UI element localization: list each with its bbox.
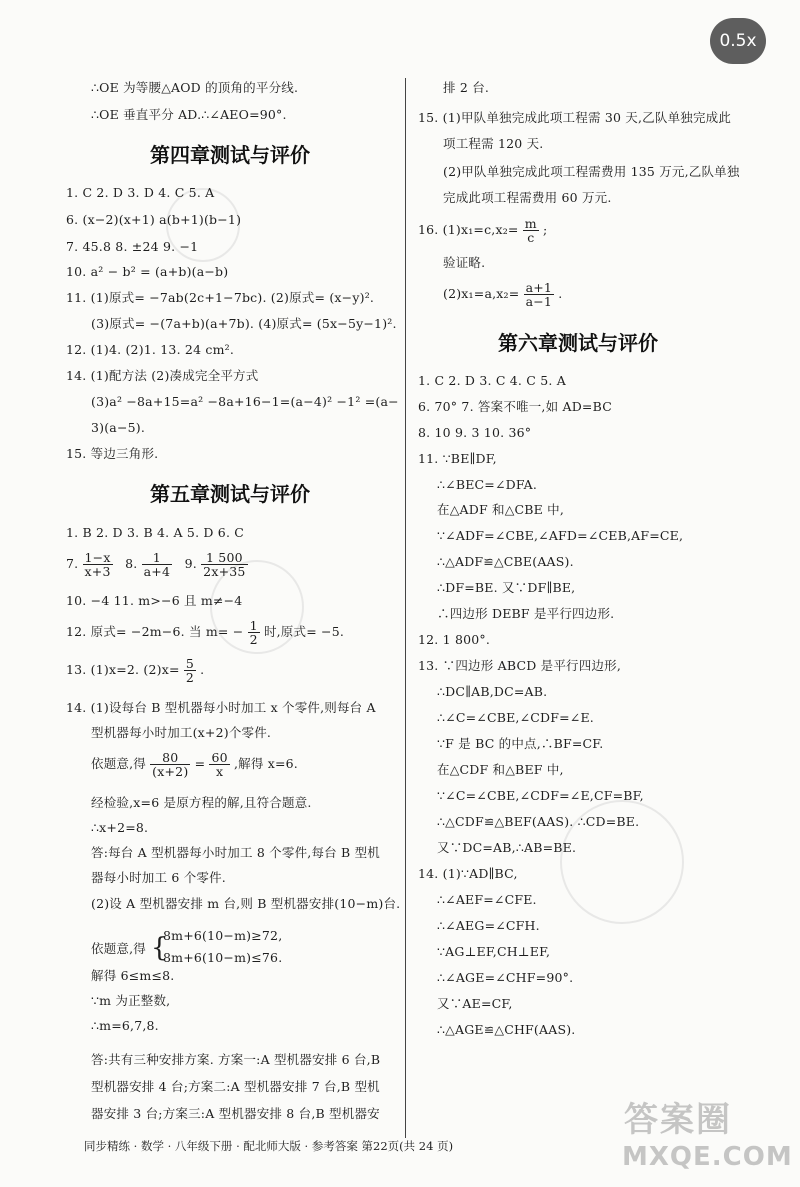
fraction: $\frac{60}{x}$ (211, 750, 228, 779)
answer-line: 10. a² − b² = (a+b)(a−b) (66, 264, 229, 279)
answer-line: 器安排 3 台;方案三:A 型机器安排 8 台,B 型机器安 (91, 1106, 380, 1121)
answer-line-fraction: 12. 原式= −2m−6. 当 m= − $\frac{1}{2}$ 时,原式= −5. (66, 618, 345, 647)
fraction: $\frac{1}{a+4}$ (143, 550, 171, 579)
answer-line: 6. (x−2)(x+1) a(b+1)(b−1) (66, 212, 242, 227)
fraction: $\frac{80}{(x+2)}$ (152, 750, 189, 779)
answer-line: ∴m=6,7,8. (91, 1018, 159, 1033)
chapter4-title: 第四章测试与评价 (150, 143, 310, 167)
answer-line: 答:共有三种安排方案. 方案一:A 型机器安排 6 台,B (91, 1052, 381, 1067)
answer-line: ∴x+2=8. (91, 820, 149, 835)
answer-line-fraction: 13. (1)x=2. (2)x= $\frac{5}{2}$ . (66, 656, 205, 685)
answer-line: ∴∠C=∠CBE,∠CDF=∠E. (437, 710, 594, 725)
answer-line: 14. (1)配方法 (2)凑成完全平方式 (66, 368, 259, 383)
answer-line: ∵m 为正整数, (91, 993, 171, 1008)
equation-line: 依题意,得 $\frac{80}{(x+2)}$ = $\frac{60}{x}$ ,解得 x=6. (91, 750, 298, 779)
answer-line: ∵∠ADF=∠CBE,∠AFD=∠CEB,AF=CE, (437, 528, 684, 543)
answer-line: 14. (1)设每台 B 型机器每小时加工 x 个零件,则每台 A (66, 700, 376, 715)
answer-line: 14. (1)∵AD∥BC, (418, 866, 518, 881)
answer-line: 1. C 2. D 3. D 4. C 5. A (66, 185, 215, 200)
answer-line: ∴DF=BE. 又∵DF∥BE, (437, 580, 576, 595)
answer-line: 器每小时加工 6 个零件. (91, 870, 226, 885)
answer-line: ∴四边形 DEBF 是平行四边形. (437, 606, 615, 621)
answer-line: ∴△ADF≌△CBE(AAS). (437, 554, 574, 569)
answer-line: (2)设 A 型机器安排 m 台,则 B 型机器安排(10−m)台. (91, 896, 401, 911)
answer-line-fractions: 7. $\frac{1-x}{x+3}$ 8. $\frac{1}{a+4}$ 9. $\frac{1 500}{2x+35}$ (66, 550, 246, 579)
fraction: $\frac{1 500}{2x+35}$ (203, 550, 246, 579)
answer-line: 又∵DC=AB,∴AB=BE. (437, 840, 577, 855)
answer-line: 答:每台 A 型机器每小时加工 8 个零件,每台 B 型机 (91, 845, 380, 860)
answer-line: ∵F 是 BC 的中点,∴BF=CF. (437, 736, 604, 751)
answer-line: 10. −4 11. m>−6 且 m≠−4 (66, 593, 243, 608)
answer-line: ∵∠C=∠CBE,∠CDF=∠E,CF=BF, (437, 788, 644, 803)
answer-line: (3)a² −8a+15=a² −8a+16−1=(a−4)² −1² =(a− (91, 394, 399, 409)
answer-line: 11. (1)原式= −7ab(2c+1−7bc). (2)原式= (x−y)². (66, 290, 375, 305)
answer-line: ∴∠AEF=∠CFE. (437, 892, 537, 907)
answer-line: ∵AG⊥EF,CH⊥EF, (437, 944, 551, 959)
answer-line: ∴∠AGE=∠CHF=90°. (437, 970, 574, 985)
answer-line: 在△CDF 和△BEF 中, (437, 762, 564, 777)
zoom-level-button[interactable]: 0.5x (710, 18, 766, 64)
fraction: $\frac{m}{c}$ (524, 216, 537, 245)
answer-line: 项工程需 120 天. (443, 136, 544, 151)
fraction: $\frac{a+1}{a-1}$ (525, 280, 553, 309)
answer-line: 在△ADF 和△CBE 中, (437, 502, 565, 517)
answer-line: 型机器安排 4 台;方案二:A 型机器安排 7 台,B 型机 (91, 1079, 380, 1094)
answer-line: 7. 45.8 8. ±24 9. −1 (66, 239, 199, 254)
answer-line: 3)(a−5). (91, 420, 146, 435)
answer-line: 完成此项工程需费用 60 万元. (443, 190, 612, 205)
text-line: ∴OE 垂直平分 AD.∴∠AEO=90°. (91, 107, 287, 122)
answer-line: 12. 1 800°. (418, 632, 491, 647)
fraction: $\frac{5}{2}$ (185, 656, 194, 685)
answer-line: 15. 等边三角形. (66, 446, 159, 461)
answer-line: 1. B 2. D 3. B 4. A 5. D 6. C (66, 525, 245, 540)
site-watermark: 答案圈 MXQE.COM (622, 1100, 793, 1172)
answer-line: (3)原式= −(7a+b)(a+7b). (4)原式= (5x−5y−1)². (91, 316, 397, 331)
answer-line: 型机器每小时加工(x+2)个零件. (91, 725, 272, 740)
answer-line: 经检验,x=6 是原方程的解,且符合题意. (91, 795, 312, 810)
answer-line: 12. (1)4. (2)1. 13. 24 cm². (66, 342, 235, 357)
answer-line: 15. (1)甲队单独完成此项工程需 30 天,乙队单独完成此 (418, 110, 732, 125)
answer-line: 11. ∵BE∥DF, (418, 451, 497, 466)
answer-line: 解得 6≤m≤8. (91, 968, 175, 983)
answer-line: 又∵AE=CF, (437, 996, 513, 1011)
answer-line: 6. 70° 7. 答案不唯一,如 AD=BC (418, 399, 612, 414)
column-divider (405, 78, 406, 1138)
answer-line: 8. 10 9. 3 10. 36° (418, 425, 532, 440)
answer-line: 1. C 2. D 3. C 4. C 5. A (418, 373, 566, 388)
answer-line: ∴∠AEG=∠CFH. (437, 918, 540, 933)
answer-line-fraction: 16. (1)x₁=c,x₂= $\frac{m}{c}$ ; (418, 216, 548, 245)
page-footer: 同步精练 · 数学 · 八年级下册 · 配北师大版 · 参考答案 第22页(共 24 页) (84, 1139, 454, 1153)
text-line: 排 2 台. (443, 80, 490, 95)
chapter6-title: 第六章测试与评价 (498, 331, 658, 355)
answer-line: ∴△AGE≌△CHF(AAS). (437, 1022, 576, 1037)
answer-line-fraction: (2)x₁=a,x₂= $\frac{a+1}{a-1}$ . (443, 280, 563, 309)
answer-line: 13. ∵四边形 ABCD 是平行四边形, (418, 658, 622, 673)
fraction: $\frac{1-x}{x+3}$ (84, 550, 111, 579)
text-line: ∴OE 为等腰△AOD 的顶角的平分线. (91, 80, 299, 95)
answer-line: 验证略. (443, 255, 486, 270)
answer-line: ∴∠BEC=∠DFA. (437, 477, 538, 492)
answer-line: ∴DC∥AB,DC=AB. (437, 684, 548, 699)
fraction: $\frac{1}{2}$ (249, 618, 258, 647)
answer-line: (2)甲队单独完成此项工程需费用 135 万元,乙队单独 (443, 164, 740, 179)
answer-line: ∴△CDF≌△BEF(AAS). ∴CD=BE. (437, 814, 640, 829)
chapter5-title: 第五章测试与评价 (150, 482, 310, 506)
